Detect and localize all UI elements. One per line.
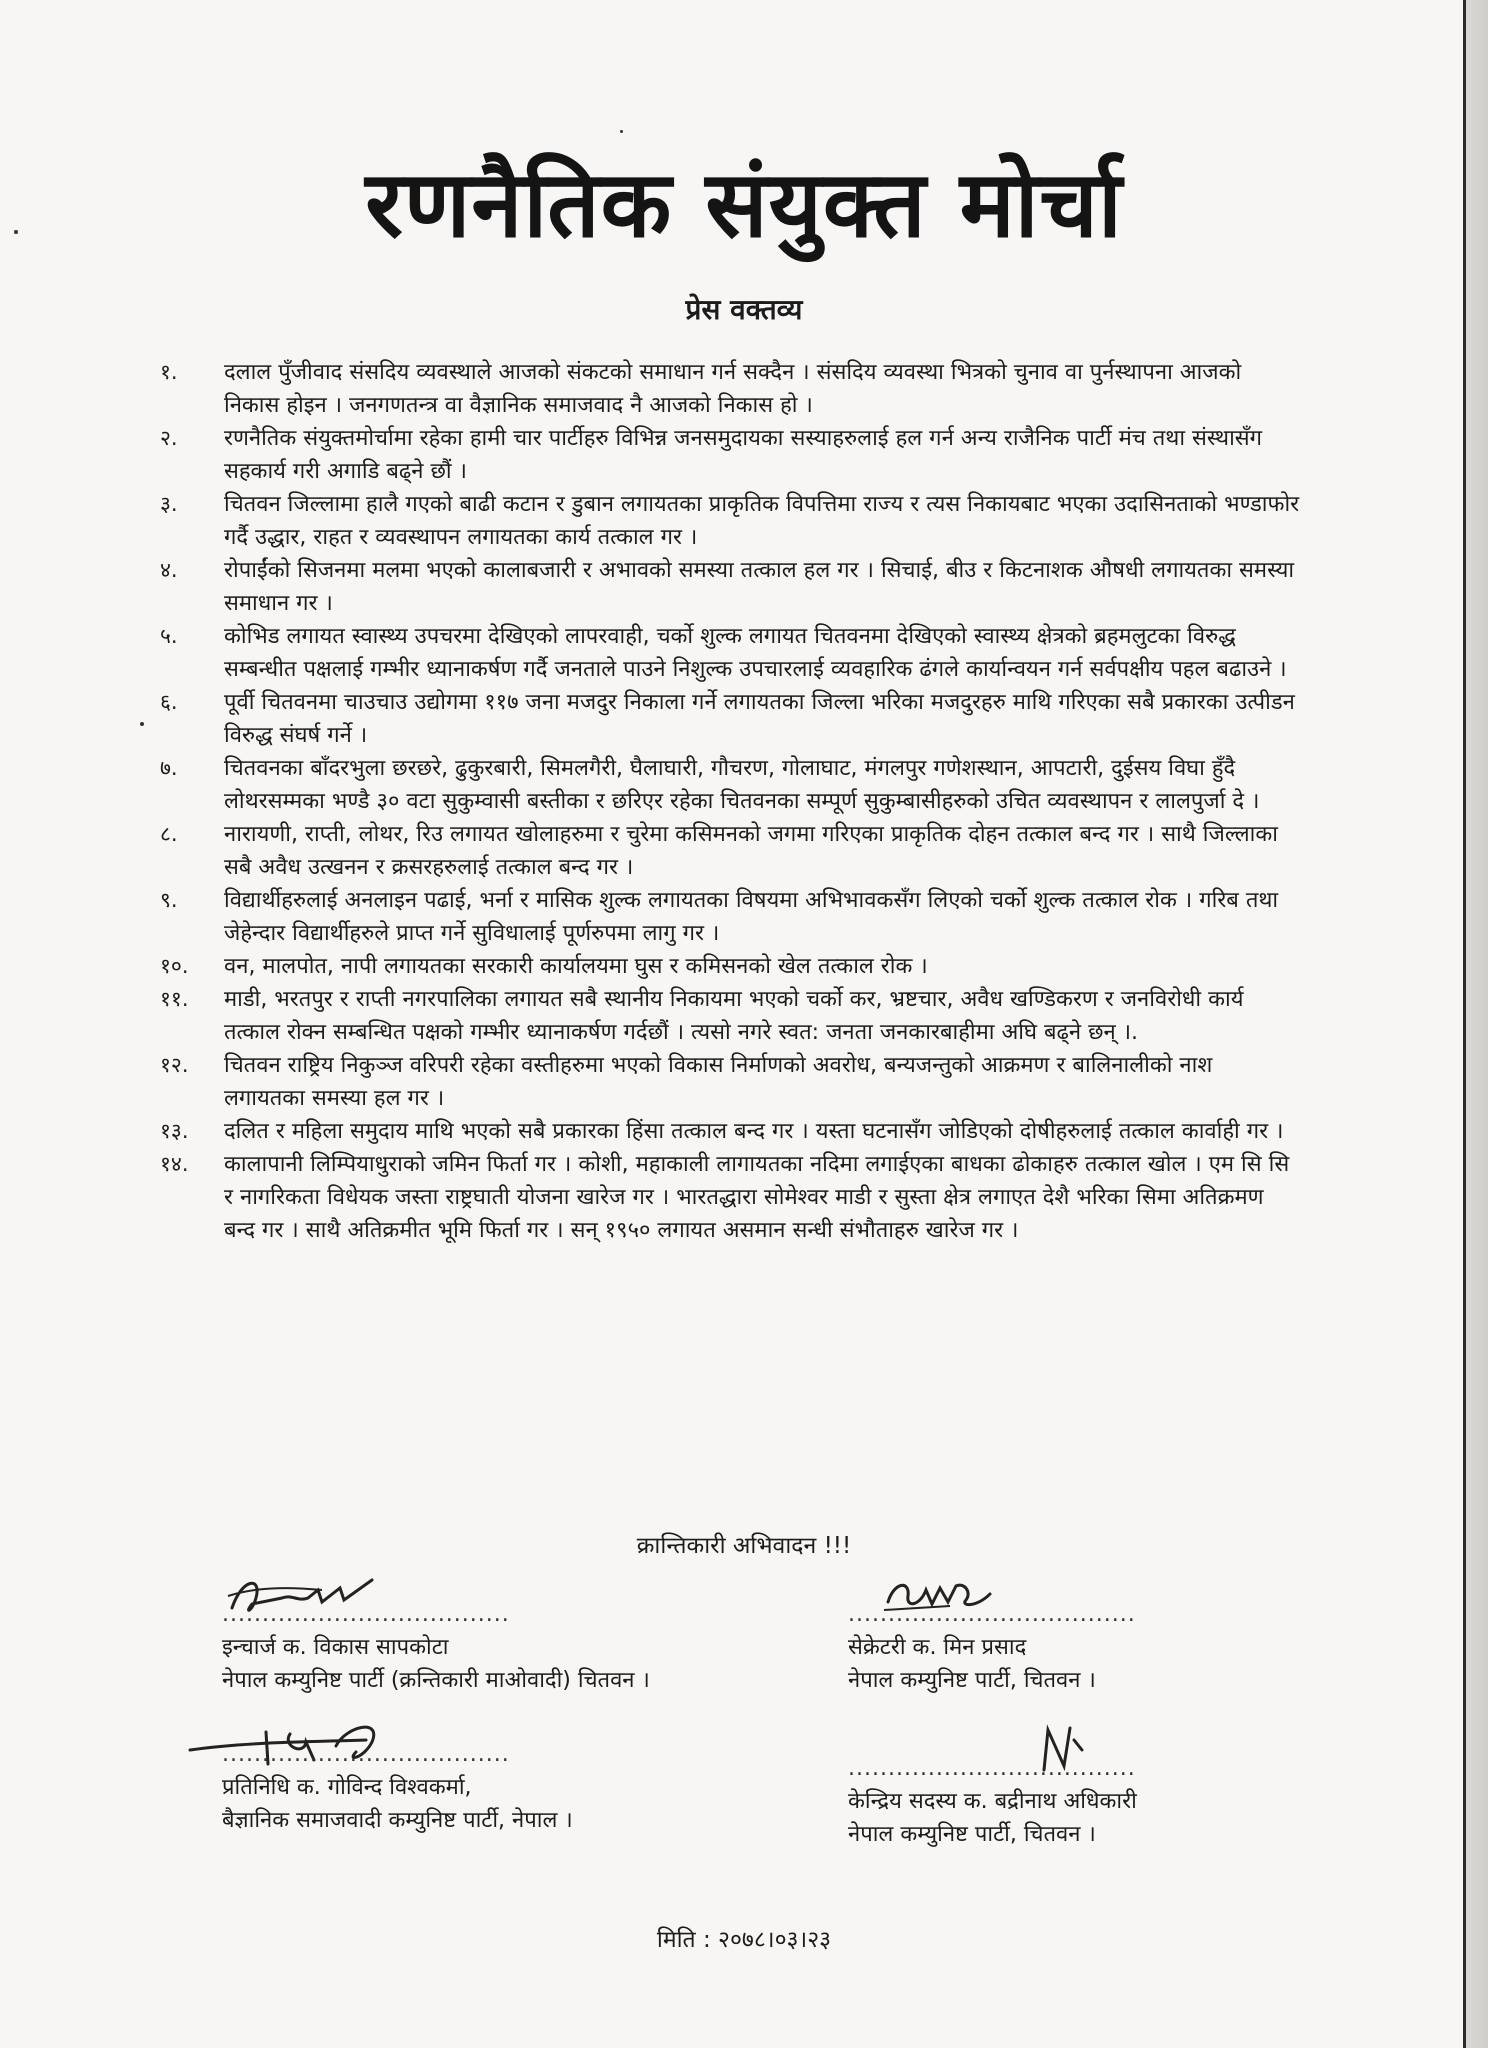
signatory-block	[848, 1752, 1137, 1851]
item-number: १०.	[160, 954, 189, 978]
item-number: ८.	[160, 822, 178, 846]
item-number: १३.	[160, 1119, 189, 1143]
list-item	[160, 1115, 1300, 1148]
item-text: पूर्वी चितवनमा चाउचाउ उद्योगमा ११७ जना मजदुर निकाला गर्ने लगायतका जिल्ला भरिका मजदुरहरु माथि गरिएका सबै प्रकारका उत्पीडन विरुद्ध संघर्ष गर्ने ।	[224, 690, 1295, 748]
list-item	[160, 554, 1300, 620]
item-number: ११.	[160, 987, 189, 1011]
list-item	[160, 884, 1300, 950]
list-item	[160, 488, 1300, 554]
list-item	[160, 686, 1300, 752]
signature-line: ....................................	[848, 1756, 1136, 1781]
list-item	[160, 1148, 1300, 1247]
item-text: रणनैतिक संयुक्तमोर्चामा रहेका हामी चार पार्टीहरु विभिन्न जनसमुदायका सस्याहरुलाई हल गर्न अन्य राजैनिक पार्टी मंच तथा संस्थासँग सहकार्य गरी अगाडि बढ्ने छौं ।	[224, 426, 1263, 484]
item-text: वन, मालपोत, नापी लगायतका सरकारी कार्यालयमा घुस र कमिसनको खेल तत्काल रोक ।	[224, 954, 928, 979]
item-text: कोभिड लगायत स्वास्थ्य उपचरमा देखिएको लापरवाही, चर्को शुल्क लगायत चितवनमा देखिएको स्वास्थ्य क्षेत्रको ब्रहमलुटका विरुद्ध सम्बन्धीत पक्षलाई गम्भीर ध्यानाकर्षण गर्दै जनताले पाउने निशुल्क उपचारलाई व्यवहारिक ढंगले कार्यान्वयन गर्न सर्वपक्षीय पहल बढाउने ।	[224, 624, 1287, 682]
document-subtitle: प्रेस वक्तव्य	[685, 293, 803, 326]
item-number: ६.	[160, 690, 178, 714]
item-number: १४.	[160, 1152, 189, 1176]
signatory-party: नेपाल कम्युनिष्ट पार्टी, चितवन ।	[848, 1668, 1096, 1693]
item-text: माडी, भरतपुर र राप्ती नगरपालिका लगायत सबै स्थानीय निकायमा भएको चर्को कर, भ्रष्टचार, अवैध खण्डिकरण र जनविरोधी कार्य तत्काल रोक्न सम्बन्धित पक्षको गम्भीर ध्यानाकर्षण गर्दछौं । त्यसो नगरे स्वत: जनता जनकारबाहीमा अघि बढ्ने छन् ।.	[224, 987, 1244, 1045]
list-item	[160, 356, 1300, 422]
item-text: कालापानी लिम्पियाधुराको जमिन फिर्ता गर । कोशी, महाकाली लागायतका नदिमा लगाईएका बाधका ढोकाहरु तत्काल खोल । एम सि सि र नागरिकता विधेयक जस्ता राष्ट्रघाती योजना खारेज गर । भारतद्धारा सोमेश्वर माडी र सुस्ता क्षेत्र लगाएत देशै भरिका सिमा अतिक्रमण बन्द गर । साथै अतिक्रमीत भूमि फिर्ता गर । सन् १९५० लगायत असमान सन्धी संभौताहरु खारेज गर ।	[224, 1152, 1290, 1243]
list-item	[160, 1049, 1300, 1115]
statement-list	[160, 356, 1300, 1247]
item-text: नारायणी, राप्ती, लोथर, रिउ लगायत खोलाहरुमा र चुरेमा कसिमनको जगमा गरिएका प्राकृतिक दोहन तत्काल बन्द गर । साथै जिल्लाका सबै अवैध उत्खनन र क्रसरहरुलाई तत्काल बन्द गर ।	[224, 822, 1278, 880]
item-number: १२.	[160, 1053, 189, 1077]
signatory-name: सेक्रेटरी क. मिन प्रसाद	[848, 1635, 1027, 1660]
signatory-name: प्रतिनिधि क. गोविन्द विश्वकर्मा,	[222, 1775, 472, 1800]
item-number: ४.	[160, 558, 178, 582]
closing-salutation: क्रान्तिकारी अभिवादन !!!	[636, 1533, 852, 1559]
item-text: चितवन राष्ट्रिय निकुञ्ज वरिपरी रहेका वस्तीहरुमा भएको विकास निर्माणको अवरोध, बन्यजन्तुको आक्रमण र बालिनालीको नाश लगायतका समस्या हल गर ।	[224, 1053, 1213, 1111]
signatory-name: केन्द्रिय सदस्य क. बद्रीनाथ अधिकारी	[848, 1789, 1137, 1814]
list-item	[160, 752, 1300, 818]
list-item	[160, 620, 1300, 686]
signatory-party: नेपाल कम्युनिष्ट पार्टी (क्रन्तिकारी माओवादी) चितवन ।	[222, 1668, 650, 1693]
item-number: ५.	[160, 624, 178, 648]
list-item	[160, 983, 1300, 1049]
scan-speck	[140, 722, 144, 726]
list-item	[160, 818, 1300, 884]
item-number: २.	[160, 426, 178, 450]
signature-line: ....................................	[222, 1602, 510, 1627]
scan-speck	[620, 130, 623, 133]
item-text: चितवनका बाँदरभुला छरछरे, ढुकुरबारी, सिमलगैरी, घैलाघारी, गौचरण, गोलाघाट, मंगलपुर गणेशस्थान, आपटारी, दुईसय विघा हुँदै लोथरसम्मका भण्डै ३० वटा सुकुम्वासी बस्तीका र छरिएर रहेका चितवनका सम्पूर्ण सुकुम्बासीहरुको उचित व्यवस्थापन र लालपुर्जा दे ।	[224, 756, 1260, 814]
item-number: ७.	[160, 756, 178, 780]
signature-line: ....................................	[222, 1742, 510, 1767]
item-number: ९.	[160, 888, 178, 912]
item-number: ३.	[160, 492, 178, 516]
list-item	[160, 950, 1300, 983]
item-text: दलित र महिला समुदाय माथि भएको सबै प्रकारका हिंसा तत्काल बन्द गर । यस्ता घटनासँग जोडिएको दोषीहरुलाई तत्काल कार्वाही गर ।	[224, 1119, 1284, 1144]
signatory-block	[222, 1738, 573, 1837]
item-text: रोपाईंको सिजनमा मलमा भएको कालाबजारी र अभावको समस्या तत्काल हल गर । सिचाई, बीउ र किटनाशक औषधी लगायतका समस्या समाधान गर ।	[224, 558, 1295, 616]
item-text: चितवन जिल्लामा हालै गएको बाढी कटान र डुबान लगायतका प्राकृतिक विपत्तिमा राज्य र त्यस निकायबाट भएका उदासिनताको भण्डाफोर गर्दै उद्धार, राहत र व्यवस्थापन लगायतका कार्य तत्काल गर ।	[224, 492, 1300, 550]
item-text: विद्यार्थीहरुलाई अनलाइन पढाई, भर्ना र मासिक शुल्क लगायतका विषयमा अभिभावकसँग लिएको चर्को शुल्क तत्काल रोक । गरिब तथा जेहेन्दार विद्यार्थीहरुले प्राप्त गर्ने सुविधालाई पूर्णरुपमा लागु गर ।	[224, 888, 1279, 946]
signatory-block	[222, 1598, 650, 1697]
list-item	[160, 422, 1300, 488]
signatory-party: नेपाल कम्युनिष्ट पार्टी, चितवन ।	[848, 1822, 1096, 1847]
signature-line: ....................................	[848, 1602, 1136, 1627]
item-number: १.	[160, 360, 178, 384]
signatory-name: इन्चार्ज क. विकास सापकोटा	[222, 1635, 449, 1660]
signatory-party: बैज्ञानिक समाजवादी कम्युनिष्ट पार्टी, नेपाल ।	[222, 1808, 573, 1833]
document-title: रणनैतिक संयुक्त मोर्चा	[365, 151, 1123, 258]
document-date: मिति : २०७८।०३।२३	[656, 1927, 832, 1953]
item-text: दलाल पुँजीवाद संसदिय व्यवस्थाले आजको संकटको समाधान गर्न सक्दैन । संसदिय व्यवस्था भित्रको चुनाव वा पुर्नस्थापना आजको निकास होइन । जनगणतन्त्र वा वैज्ञानिक समाजवाद नै आजको निकास हो ।	[224, 360, 1242, 418]
signatory-block	[848, 1598, 1136, 1697]
